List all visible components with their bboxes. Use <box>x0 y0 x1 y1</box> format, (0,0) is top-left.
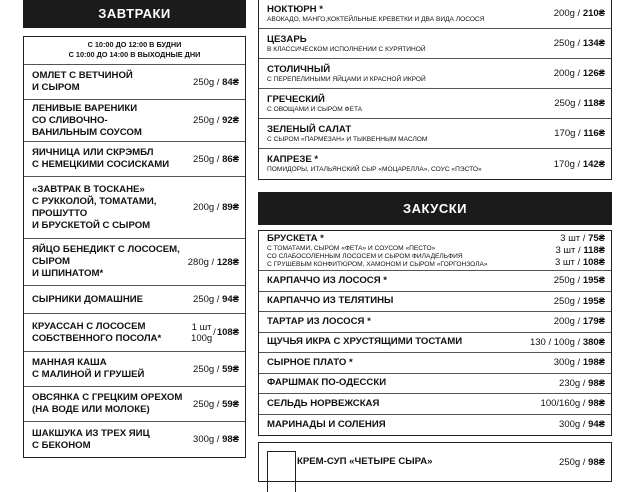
breakfast-header <box>23 0 246 28</box>
list-item[interactable] <box>259 415 611 436</box>
list-item-bruschetta[interactable] <box>259 231 611 271</box>
list-item[interactable] <box>24 239 245 286</box>
item-price: 250g / 94₴ <box>193 294 239 305</box>
list-item[interactable] <box>259 0 611 29</box>
breakfast-list <box>23 36 246 458</box>
list-item[interactable] <box>259 119 611 149</box>
item-name: КРУАССАН С ЛОСОСЕМ СОБСТВЕННОГО ПОСОЛА* <box>32 320 162 344</box>
breakfast-title: ЗАВТРАКИ <box>98 5 171 21</box>
item-price: 300g / 94₴ <box>559 419 605 431</box>
item-price: 200g / 179₴ <box>553 316 605 328</box>
salads-list <box>258 0 612 180</box>
list-item[interactable] <box>24 314 245 352</box>
item-desc: АВОКАДО, МАНГО,КОКТЕЙЛЬНЫЕ КРЕВЕТКИ И ДВА ВИДА ЛОСОСЯ <box>267 15 485 23</box>
item-name: КАПРЕЗЕ * <box>267 154 319 165</box>
list-item[interactable] <box>24 177 245 239</box>
item-name: СЫРНИКИ ДОМАШНИЕ <box>32 293 144 305</box>
right-column <box>258 0 612 436</box>
item-name: ТАРТАР ИЗ ЛОСОСЯ * <box>267 315 371 327</box>
list-item[interactable] <box>259 271 611 292</box>
breakfast-column <box>23 0 246 458</box>
list-item[interactable] <box>259 29 611 59</box>
item-desc: С ПЕРЕПЕЛИНЫМИ ЯЙЦАМИ И КРАСНОЙ ИКРОЙ <box>267 75 426 83</box>
item-name: КАРПАЧЧО ИЗ ЛОСОСЯ * <box>267 274 388 286</box>
item-name: СЕЛЬДЬ НОРВЕЖСКАЯ <box>267 397 380 409</box>
item-name: КРЕМ-СУП «ЧЕТЫРЕ СЫРА» <box>297 456 433 467</box>
item-desc: С СЫРОМ «ПАРМЕЗАН» И ТЫКВЕННЫМ МАСЛОМ <box>267 135 428 143</box>
item-name: МАННАЯ КАША С МАЛИНОЙ И ГРУШЕЙ <box>32 357 145 380</box>
item-name: ОМЛЕТ С ВЕТЧИНОЙ И СЫРОМ <box>32 70 133 93</box>
item-desc: С ОВОЩАМИ И СЫРОМ ФЕТА <box>267 105 363 113</box>
item-name: СЫРНОЕ ПЛАТО * <box>267 356 353 368</box>
list-item[interactable] <box>297 451 605 473</box>
item-name: ЯЙЦО БЕНЕДИКТ С ЛОСОСЕМ, СЫРОМ И ШПИНАТОМ* <box>32 244 180 279</box>
list-item[interactable] <box>259 312 611 333</box>
snacks-title: ЗАКУСКИ <box>402 201 468 216</box>
item-price: 250g / 98₴ <box>559 456 605 468</box>
item-price: 230g / 98₴ <box>559 377 605 389</box>
item-price: 250g / 59₴ <box>193 398 239 410</box>
item-name: ОВСЯНКА С ГРЕЦКИМ ОРЕХОМ (НА ВОДЕ ИЛИ МОЛОКЕ) <box>32 392 183 415</box>
list-item[interactable] <box>259 333 611 354</box>
item-name: ФАРШМАК ПО-ОДЕССКИ <box>267 377 387 389</box>
item-name: ЗЕЛЕНЫЙ САЛАТ <box>267 123 352 135</box>
item-name: ЦЕЗАРЬ <box>267 33 307 45</box>
soup-decor <box>267 451 296 492</box>
item-price: 250g / 59₴ <box>193 363 239 375</box>
list-item[interactable] <box>24 387 245 422</box>
item-price: 1 шт 100g / 108₴ <box>191 321 239 344</box>
item-name: ЛЕНИВЫЕ ВАРЕНИКИ СО СЛИВОЧНО- ВАНИЛЬНЫМ СОУСОМ <box>32 102 142 138</box>
list-item[interactable] <box>24 100 245 142</box>
item-desc: В КЛАССИЧЕСКОМ ИСПОЛНЕНИИ С КУРЯТИНОЙ <box>267 45 426 53</box>
item-price: 100/160g / 98₴ <box>540 398 605 410</box>
item-name: МАРИНАДЫ И СОЛЕНИЯ <box>267 418 386 430</box>
item-name: «ЗАВТРАК В ТОСКАНЕ» С РУККОЛОЙ, ТОМАТАМИ, ПРОШУТТО И БРУСКЕТОЙ С СЫРОМ <box>32 183 157 231</box>
soups-list <box>258 442 612 482</box>
item-price: 250g / 195₴ <box>553 275 605 287</box>
list-item[interactable] <box>259 292 611 313</box>
list-item[interactable] <box>259 353 611 374</box>
item-price: 3 шт / 75₴ 3 шт / 118₴ 3 шт / 108₴ <box>554 232 605 268</box>
item-price: 170g / 142₴ <box>553 158 605 170</box>
list-item[interactable] <box>259 374 611 395</box>
item-price: 130 / 100g / 380₴ <box>529 336 605 348</box>
item-price: 300g / 198₴ <box>553 357 605 369</box>
item-name: ШАКШУКА ИЗ ТРЕХ ЯИЦ С БЕКОНОМ <box>32 427 150 451</box>
snacks-header <box>258 192 612 225</box>
list-item[interactable] <box>24 142 245 177</box>
list-item[interactable] <box>24 422 245 457</box>
item-price: 170g / 116₴ <box>554 128 605 139</box>
breakfast-hours: С 10:00 ДО 12:00 В БУДНИ С 10:00 ДО 14:00 В ВЫХОДНЫЕ ДНИ <box>24 37 245 65</box>
list-item[interactable] <box>259 149 611 179</box>
item-desc: С ГРУШЕВЫМ КОНФИТЮРОМ, ХАМОНОМ И СЫРОМ «ГОРГОНЗОЛА» <box>267 260 488 268</box>
item-name: КАРПАЧЧО ИЗ ТЕЛЯТИНЫ <box>267 295 394 307</box>
item-desc: ПОМИДОРЫ, ИТАЛЬЯНСКИЙ СЫР «МОЦАРЕЛЛА», СОУС «ПЭСТО» <box>267 166 482 173</box>
item-price: 250g / 118₴ <box>554 98 605 109</box>
item-price: 250g / 86₴ <box>193 153 239 165</box>
item-price: 250g / 92₴ <box>193 115 239 126</box>
item-name: БРУСКЕТА * <box>267 232 324 244</box>
item-price: 200g / 210₴ <box>553 8 605 19</box>
item-name: ГРЕЧЕСКИЙ <box>267 93 325 105</box>
item-price: 280g / 128₴ <box>187 256 239 268</box>
item-price: 300g / 98₴ <box>193 434 239 445</box>
list-item[interactable] <box>259 89 611 119</box>
list-item[interactable] <box>24 286 245 314</box>
item-desc: СО СЛАБОСОЛЕННЫМ ЛОСОСЕМ И СЫРОМ ФИЛАДЕЛЬФИЯ <box>267 252 463 260</box>
item-name: ЯИЧНИЦА ИЛИ СКРЭМБЛ С НЕМЕЦКИМИ СОСИСКАМИ <box>32 147 170 170</box>
item-price: 250g / 134₴ <box>553 38 605 49</box>
item-name: ЩУЧЬЯ ИКРА С ХРУСТЯЩИМИ ТОСТАМИ <box>267 336 463 348</box>
item-price: 250g / 195₴ <box>553 295 605 307</box>
item-price: 200g / 126₴ <box>553 68 605 79</box>
item-desc: С ТОМАТАМИ, СЫРОМ «ФЕТА» И СОУСОМ «ПЕСТО» <box>267 244 436 252</box>
list-item[interactable] <box>259 59 611 89</box>
item-price: 250g / 84₴ <box>193 76 239 88</box>
list-item[interactable] <box>24 65 245 100</box>
item-name: НОКТЮРН * <box>267 3 323 15</box>
list-item[interactable] <box>24 352 245 387</box>
item-price: 200g / 89₴ <box>193 202 239 213</box>
snacks-list <box>258 230 612 436</box>
list-item[interactable] <box>259 394 611 415</box>
item-name: СТОЛИЧНЫЙ <box>267 63 331 75</box>
